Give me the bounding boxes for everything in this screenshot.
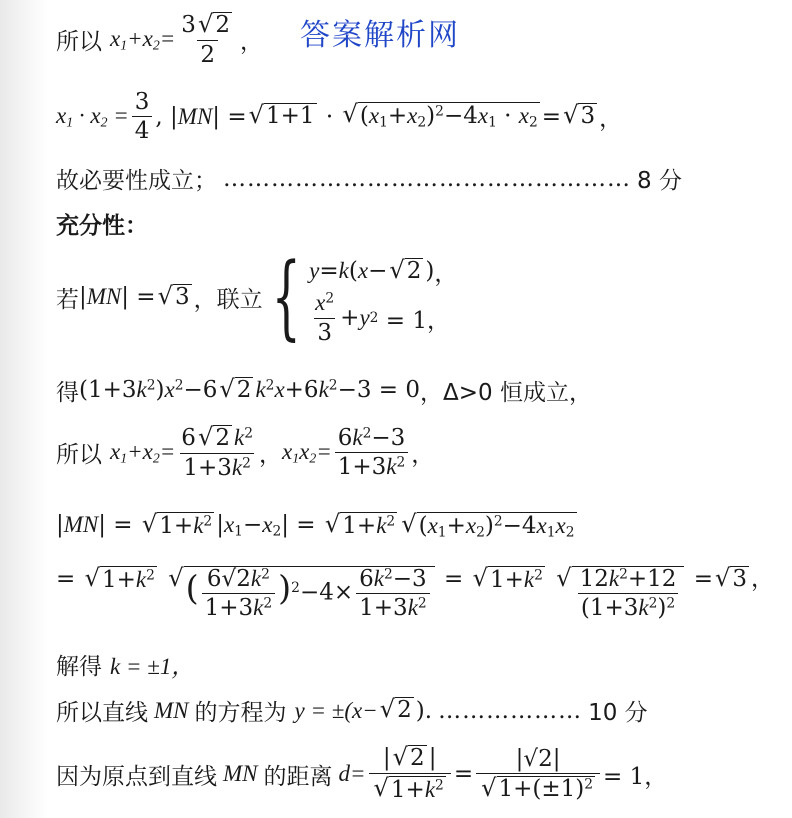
sqrt-2: √ 2 <box>379 695 412 724</box>
math-close: ). <box>415 697 433 724</box>
frac-distance-1: | √ 2 | √ $1+k^2$ <box>369 745 451 804</box>
math-x1-plus-x2: $x_1+x_2=$ <box>110 439 176 466</box>
math-k-value: k = ±1， <box>110 654 195 679</box>
frac-product: $\frac{6k^2-3}{1+3k^2}$ <box>335 426 409 479</box>
frac-sum: 6 √ 2 $k^2$ $1+3k^2$ <box>181 423 253 482</box>
dot-op: · <box>318 103 341 130</box>
frac-3sqrt2-over-2: 3 √ 2 2 <box>181 10 230 69</box>
line-sufficiency-heading <box>56 207 148 240</box>
sqrt-discriminant: √ $(x_1+x_2)^2-4x_1 \cdot x_2$ <box>342 100 538 131</box>
math-chord-expanded: = √ $1+k^2$ √ ( $\frac{6√2k^2}{1+3k^2}$ )$^2$−4× $\frac{6k^2-3}{1+3k^2}$ = √ $1+k^2$ √ $\frac{12k^2+12}{(1+3k^2)^2}$ = √ 3 ， <box>56 564 775 622</box>
text-necessity: 故必要性成立； <box>56 168 217 194</box>
equals: = <box>541 103 562 130</box>
text-de: 得 <box>56 380 79 406</box>
line-vieta <box>56 425 434 480</box>
text-suoyi: 所以 <box>56 29 102 56</box>
line-solve-k <box>56 648 194 681</box>
comma: ， <box>599 106 623 133</box>
text-distance: 的距离 <box>263 763 333 790</box>
frac-3-over-4: $\frac{3}{4}$ <box>132 90 153 143</box>
text-suoyi-zhixian: 所以直线 <box>56 700 148 726</box>
math-mn-abs: , |MN| = <box>155 103 247 130</box>
math-quadratic: $(1+3k^2)x^2-6$ √ 2 $k^2x+6k^2-3 = 0$ <box>79 375 420 404</box>
line-chord-formula <box>56 512 579 541</box>
math-x1-plus-x2: $x_1+x_2=$ <box>110 26 176 53</box>
dot-leader: …………………………………………… <box>223 165 631 192</box>
line-necessity <box>56 162 682 195</box>
comma: ， <box>239 29 263 56</box>
sqrt-1-plus-1: √ 1+1 <box>248 101 315 130</box>
line-system <box>56 243 458 350</box>
text-suoyi: 所以 <box>56 442 102 469</box>
line-quadratic <box>56 374 592 407</box>
line-chord-eval <box>56 560 774 620</box>
equation-system <box>309 250 457 344</box>
math-result: = 1， <box>603 763 668 790</box>
left-brace: { <box>271 243 301 350</box>
text-delta-positive: ，Δ>0 恒成立， <box>420 380 592 406</box>
sqrt-3: √ 3 <box>563 101 596 130</box>
math-mn-eq-sqrt3: |MN| = <box>79 284 156 310</box>
math-x1x2: $x_1 \cdot x_2$ = <box>56 102 129 130</box>
line-mn-length <box>56 90 622 143</box>
line-line-equation <box>56 694 648 727</box>
math-mn: MN <box>223 761 258 787</box>
math-mn: MN <box>154 697 189 723</box>
eq-ellipse: $\frac{x^2}{3}$ + y 2 = 1， <box>315 290 450 346</box>
score-10: 10 分 <box>588 700 648 726</box>
score-8: 8 分 <box>637 168 682 194</box>
line-distance: 因为原点到直线 MN 的距离 d= | √ 2 | √ $1+k^2$ = |√2| √ $1+(\pm 1)^2$ = 1， <box>56 743 668 804</box>
text-lianli: ，联立 <box>193 286 263 313</box>
comma: ， <box>258 442 282 469</box>
text-jiede: 解得 <box>56 654 102 680</box>
text-ruo: 若 <box>56 286 79 313</box>
heading-sufficiency: 充分性： <box>56 213 148 239</box>
scan-edge-shadow <box>0 0 48 818</box>
frac-distance-2: |√2| √ $1+(\pm 1)^2$ <box>476 747 600 802</box>
math-line-eq: y = ±(x− <box>294 697 378 723</box>
line-sum-roots <box>56 12 263 67</box>
eq-line: y = k ( x − √ 2 ) ， <box>309 255 458 287</box>
watermark-text: 答案解析网 <box>300 18 460 53</box>
text-yuandian: 因为原点到直线 <box>56 763 217 790</box>
math-d: d= <box>338 761 366 787</box>
text-equation-is: 的方程为 <box>194 700 287 726</box>
comma: ， <box>411 442 435 469</box>
sqrt-3: √ 3 <box>157 281 190 310</box>
math-chord: |MN| = √ $1+k^2$ $|x_1-x_2|$ = √ $1+k^2$ √ $(x_1+x_2)^2-4x_1x_2$ <box>56 510 575 541</box>
dot-leader: ……………… <box>438 697 583 724</box>
math-x1x2: $x_1x_2=$ <box>281 439 332 466</box>
